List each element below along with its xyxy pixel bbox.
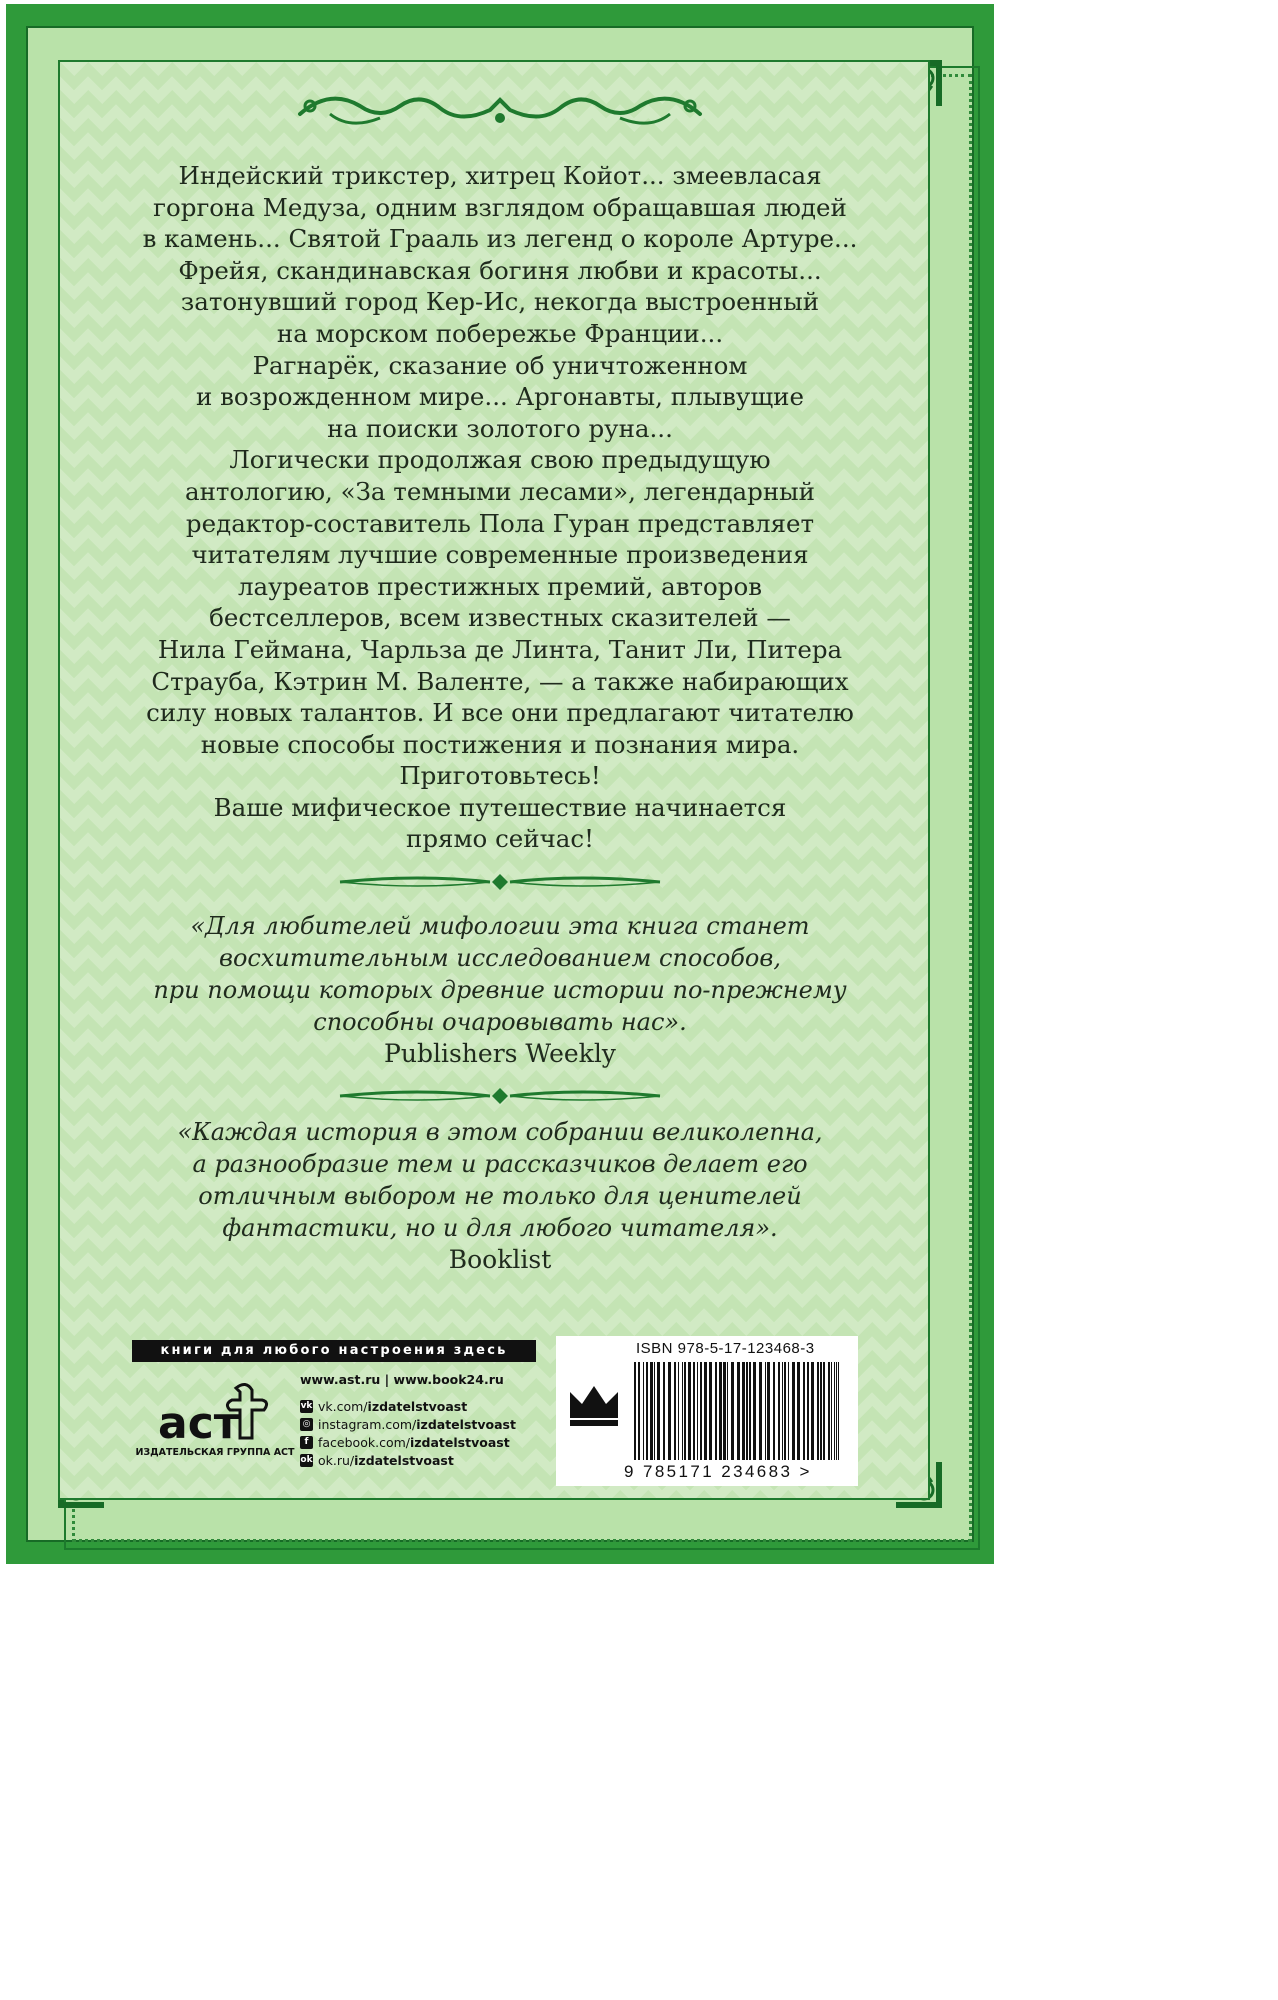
book-description bbox=[100, 160, 900, 855]
quote-line: «Каждая история в этом собрании великолепна, bbox=[177, 1118, 823, 1146]
quote-line: восхитительным исследованием способов, bbox=[219, 944, 781, 972]
social-link-instagram[interactable] bbox=[300, 1415, 550, 1433]
social-prefix: facebook.com/ bbox=[318, 1434, 410, 1450]
description-line: горгона Медуза, одним взглядом обращавшая людей bbox=[153, 192, 847, 222]
flourish-top-icon bbox=[290, 84, 710, 136]
description-line: Ваше мифическое путешествие начинается bbox=[213, 792, 787, 822]
crown-icon bbox=[564, 1374, 624, 1434]
divider-ornament-icon bbox=[330, 870, 670, 894]
quote-source: Booklist bbox=[448, 1245, 552, 1274]
social-handle: izdatelstvoast bbox=[367, 1398, 468, 1414]
instagram-icon: ◎ bbox=[300, 1418, 313, 1431]
description-line: Рагнарёк, сказание об уничтоженном bbox=[252, 350, 748, 380]
isbn-number: ISBN 978-5-17-123468-3 bbox=[636, 1340, 815, 1357]
logo-text: аст bbox=[158, 1398, 240, 1444]
review-quote-1 bbox=[100, 910, 900, 1070]
social-prefix: instagram.com/ bbox=[318, 1416, 417, 1432]
barcode-bar bbox=[688, 1362, 691, 1460]
social-handle: izdatelstvoast bbox=[409, 1434, 510, 1450]
ast-logo-icon bbox=[140, 1380, 290, 1444]
description-line: Фрейя, скандинавская богиня любви и красоты... bbox=[178, 255, 822, 285]
barcode-icon bbox=[632, 1362, 844, 1460]
quote-line: фантастики, но и для любого читателя». bbox=[222, 1214, 778, 1242]
description-line: редактор-составитель Пола Гуран представляет bbox=[185, 508, 815, 538]
barcode-bar bbox=[663, 1362, 665, 1460]
barcode-bar bbox=[746, 1362, 748, 1460]
barcode-bar bbox=[719, 1362, 722, 1460]
barcode-bar bbox=[749, 1362, 751, 1460]
barcode-bar bbox=[731, 1362, 734, 1460]
quote-line: при помощи которых древние истории по-прежнему bbox=[153, 976, 847, 1004]
description-line: в камень... Святой Грааль из легенд о короле Артуре... bbox=[142, 224, 858, 254]
barcode-bar bbox=[646, 1362, 648, 1460]
social-link-odnoklassniki[interactable] bbox=[300, 1451, 550, 1469]
publisher-caption: ИЗДАТЕЛЬСКАЯ ГРУППА АСТ bbox=[135, 1447, 295, 1458]
barcode-bar bbox=[788, 1362, 789, 1460]
description-line: прямо сейчас! bbox=[406, 824, 594, 854]
description-line: затонувший город Кер-Ис, некогда выстроенный bbox=[180, 287, 820, 317]
barcode-bar bbox=[759, 1362, 762, 1460]
barcode-bar bbox=[778, 1362, 780, 1460]
facebook-icon: f bbox=[300, 1436, 313, 1449]
barcode-digits: 9 785171 234683 > bbox=[624, 1462, 812, 1481]
barcode-bar bbox=[727, 1362, 728, 1460]
barcode-bar bbox=[674, 1362, 676, 1460]
barcode-bar bbox=[638, 1362, 640, 1460]
quote-line: способны очаровывать нас». bbox=[313, 1008, 687, 1036]
barcode-bar bbox=[823, 1362, 825, 1460]
description-line: силу новых талантов. И все они предлагают читателю bbox=[146, 698, 854, 728]
social-handle: izdatelstvoast bbox=[354, 1452, 454, 1468]
barcode-bar bbox=[784, 1362, 786, 1460]
isbn-block bbox=[556, 1336, 858, 1486]
barcode-bar bbox=[700, 1362, 702, 1460]
description-line: антологию, «За темными лесами», легендарный bbox=[185, 476, 815, 506]
barcode-bar bbox=[697, 1362, 698, 1460]
barcode-bar bbox=[834, 1362, 835, 1460]
barcode-bar bbox=[803, 1362, 805, 1460]
description-line: лауреатов престижных премий, авторов bbox=[237, 571, 763, 601]
barcode-bar bbox=[693, 1362, 695, 1460]
barcode-bar bbox=[811, 1362, 814, 1460]
barcode-bar bbox=[657, 1362, 660, 1460]
barcode-bar bbox=[838, 1362, 839, 1460]
quote-line: «Для любителей мифологии эта книга станет bbox=[190, 912, 810, 940]
barcode-bar bbox=[767, 1362, 770, 1460]
review-quote-2 bbox=[100, 1116, 900, 1276]
barcode-bar bbox=[709, 1362, 712, 1460]
barcode-bar bbox=[704, 1362, 707, 1460]
publisher-links bbox=[300, 1372, 550, 1469]
barcode-bar bbox=[684, 1362, 686, 1460]
barcode-bar bbox=[817, 1362, 819, 1460]
barcode-bar bbox=[765, 1362, 766, 1460]
social-prefix: ok.ru/ bbox=[318, 1452, 355, 1468]
quote-line: а разнообразие тем и рассказчиков делает его bbox=[192, 1150, 808, 1178]
social-link-facebook[interactable] bbox=[300, 1433, 550, 1451]
description-line: Нила Геймана, Чарльза де Линта, Танит Ли, Питера bbox=[157, 634, 843, 664]
quote-line: отличным выбором не только для ценителей bbox=[198, 1182, 802, 1210]
description-line: Страуба, Кэтрин М. Валенте, — а также набирающих bbox=[151, 666, 849, 696]
description-line: Индейский трикстер, хитрец Койот... змеевласая bbox=[178, 161, 822, 190]
description-line: бестселлеров, всем известных сказителей — bbox=[209, 603, 791, 633]
description-line: на морском побережье Франции... bbox=[276, 318, 724, 348]
barcode-bar bbox=[715, 1362, 717, 1460]
vk-icon: vk bbox=[300, 1400, 313, 1411]
website-links[interactable]: www.ast.ru | www.book24.ru bbox=[300, 1372, 504, 1387]
barcode-bar bbox=[737, 1362, 740, 1460]
social-link-vk[interactable] bbox=[300, 1397, 550, 1415]
barcode-bar bbox=[682, 1362, 683, 1460]
social-handle: izdatelstvoast bbox=[416, 1416, 516, 1432]
quote-source: Publishers Weekly bbox=[384, 1039, 616, 1068]
barcode-bar bbox=[654, 1362, 655, 1460]
description-line: на поиски золотого руна... bbox=[327, 413, 673, 443]
barcode-bar bbox=[723, 1362, 726, 1460]
description-line: и возрожденном мире... Аргонавты, плывущие bbox=[196, 382, 804, 412]
series-tagline: книги для любого настроения здесь bbox=[132, 1340, 536, 1362]
barcode-bar bbox=[634, 1362, 636, 1460]
barcode-bar bbox=[650, 1362, 653, 1460]
barcode-bar bbox=[782, 1362, 783, 1460]
description-line: читателям лучшие современные произведения bbox=[191, 540, 809, 570]
barcode-bar bbox=[668, 1362, 671, 1460]
description-line: Приготовьтесь! bbox=[399, 761, 601, 791]
barcode-bar bbox=[828, 1362, 830, 1460]
description-line: Логически продолжая свою предыдущую bbox=[229, 445, 771, 475]
divider-ornament-icon bbox=[330, 1084, 670, 1108]
barcode-bar bbox=[820, 1362, 822, 1460]
publisher-logo bbox=[140, 1380, 290, 1480]
barcode-bar bbox=[678, 1362, 679, 1460]
barcode-bar bbox=[792, 1362, 795, 1460]
barcode-bar bbox=[836, 1362, 837, 1460]
barcode-bar bbox=[831, 1362, 832, 1460]
barcode-bar bbox=[643, 1362, 644, 1460]
barcode-bar bbox=[807, 1362, 809, 1460]
description-line: новые способы постижения и познания мира. bbox=[200, 729, 800, 759]
barcode-bar bbox=[742, 1362, 745, 1460]
barcode-bar bbox=[773, 1362, 775, 1460]
social-prefix: vk.com/ bbox=[318, 1398, 368, 1414]
barcode-bar bbox=[797, 1362, 800, 1460]
barcode-bar bbox=[753, 1362, 756, 1460]
odnoklassniki-icon: ok bbox=[300, 1454, 313, 1465]
